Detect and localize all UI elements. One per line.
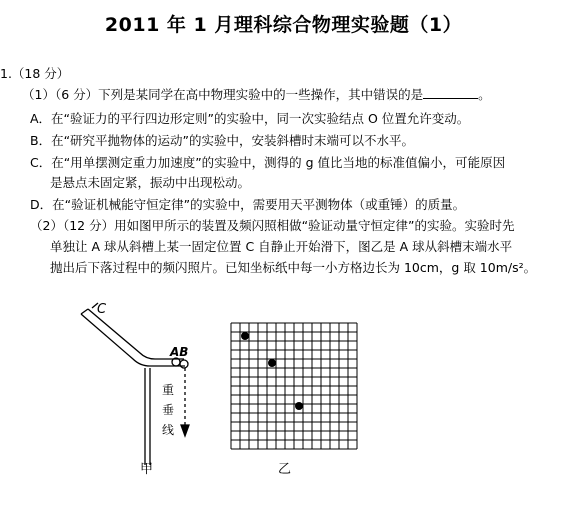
- caption-right: 乙: [278, 462, 292, 477]
- part1-intro-text: （1）（6 分）下列是某同学在高中物理实验中的一些操作，其中错误的是: [22, 87, 424, 102]
- option-c-cont: 是悬点未固定紧，振动中出现松动。: [50, 175, 251, 190]
- strobe-ball-3: [295, 402, 303, 410]
- page-title: 2011 年 1 月理科综合物理实验题（1）: [104, 14, 463, 36]
- plumb-arrow: [181, 425, 189, 436]
- strobe-ball-2: [268, 359, 276, 367]
- label-ab: AB: [170, 345, 189, 359]
- ball-b: [180, 360, 188, 368]
- plumb-label-1: 重: [162, 383, 175, 397]
- strobe-grid: [231, 323, 357, 449]
- plumb-label-3: 线: [162, 423, 175, 437]
- label-c: C: [97, 302, 107, 317]
- question-number: 1.（18 分）: [0, 66, 70, 81]
- part1-end: 。: [478, 87, 491, 102]
- part2-line-2: 单独让 A 球从斜槽上某一固定位置 C 自静止开始滑下，图乙是 A 球从斜槽末端水平: [50, 239, 513, 254]
- option-a: A．在“验证力的平行四边形定则”的实验中，同一次实验结点 O 位置允许变动。: [30, 111, 470, 126]
- option-b: B．在“研究平抛物体的运动”的实验中，安装斜槽时末端可以不水平。: [30, 133, 415, 148]
- option-d: D．在“验证机械能守恒定律”的实验中，需要用天平测物体（或重锤）的质量。: [30, 197, 466, 212]
- option-c: C．在“用单摆测定重力加速度”的实验中，测得的 g 值比当地的标准值偏小，可能原因: [30, 155, 506, 170]
- chute-top-cap: [81, 309, 88, 314]
- strobe-ball-1: [241, 332, 249, 340]
- caption-left: 甲: [140, 462, 154, 477]
- plumb-label-2: 垂: [162, 403, 175, 417]
- part2-line-3: 抛出后下落过程中的频闪照片。已知坐标纸中每一小方格边长为 10cm，g 取 10m/s²。: [50, 260, 537, 275]
- part2-line-1: （2）（12 分）用如图甲所示的装置及频闪照相做“验证动量守恒定律”的实验。实验时先: [30, 218, 515, 233]
